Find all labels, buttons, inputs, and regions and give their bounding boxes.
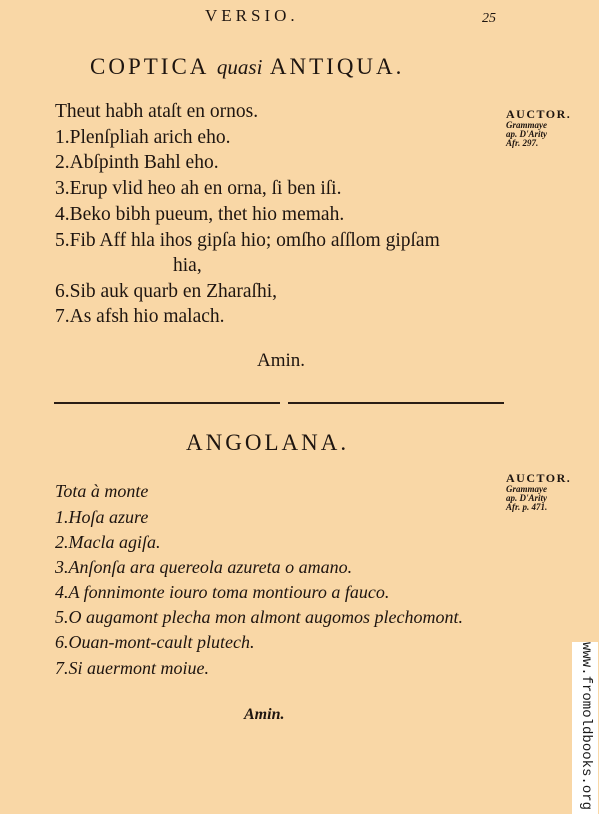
amen-coptica: Amin. [257, 350, 306, 371]
auctor-heading: AUCTOR. [506, 471, 572, 485]
prayer-line: 7.As afsh hio malach. [55, 306, 225, 327]
prayer-line: 5.Fib Aff hla ihos gipſa hio; omſho aſſlom gipſam [55, 230, 440, 251]
amen-angolana: Amin. [244, 706, 285, 723]
prayer-line: 3.Erup vlid heo ah en orna, ſi ben iſi. [55, 178, 342, 199]
section-title-angolana: ANGOLANA. [186, 430, 350, 455]
auctor-source: Afr. 297. [506, 138, 539, 149]
prayer-line: 7.Si auermont moiue. [55, 658, 209, 678]
auctor-source: Afr. p. 471. [506, 502, 548, 513]
prayer-line: 6.Sib auk quarb en Zharaſhi, [55, 281, 278, 302]
title-quasi: quasi [216, 55, 263, 79]
divider-rule-right [288, 402, 504, 404]
prayer-line: 1.Plenſpliah arich eho. [55, 127, 231, 148]
prayer-line: 1.Hoſa azure [55, 507, 149, 527]
prayer-line-continuation: hia, [173, 255, 202, 276]
watermark-strip [572, 642, 598, 814]
section-title-coptica [90, 54, 404, 80]
page-number: 25 [482, 11, 496, 26]
auctor-source: ap. D'Arity [506, 129, 548, 140]
prayer-line: 6.Ouan-mont-cault plutech. [55, 632, 255, 652]
prayer-line: Theut habh ataſt en ornos. [55, 101, 259, 122]
prayer-line: 2.Macla agiſa. [55, 532, 161, 552]
auctor-source: Grammaye [506, 483, 547, 494]
auctor-note-coptica [506, 108, 571, 149]
prayer-line: Tota à monte [55, 481, 149, 501]
auctor-heading: AUCTOR. [506, 107, 572, 121]
title-part-b: ANTIQUA. [269, 54, 405, 79]
prayer-line: 5.O augamont plecha mon almont augomos plechomont. [55, 607, 463, 627]
auctor-note-angolana [506, 472, 571, 513]
prayer-line: 2.Abſpinth Bahl eho. [55, 152, 219, 173]
prayer-line: 4.Beko bibh pueum, thet hio memah. [55, 204, 345, 225]
watermark-text: www.fromoldbooks.org [578, 642, 594, 811]
prayer-line: 3.Anſonſa ara quereola azureta o amano. [55, 557, 353, 577]
prayer-line: 4.A fonnimonte iouro toma montiouro a fauco. [55, 582, 390, 602]
running-head: VERSIO. [205, 6, 299, 25]
auctor-source: ap. D'Arity [506, 493, 548, 504]
title-part-a: COPTICA [90, 54, 209, 79]
divider-rule-left [54, 402, 280, 404]
auctor-source: Grammaye [506, 119, 547, 130]
